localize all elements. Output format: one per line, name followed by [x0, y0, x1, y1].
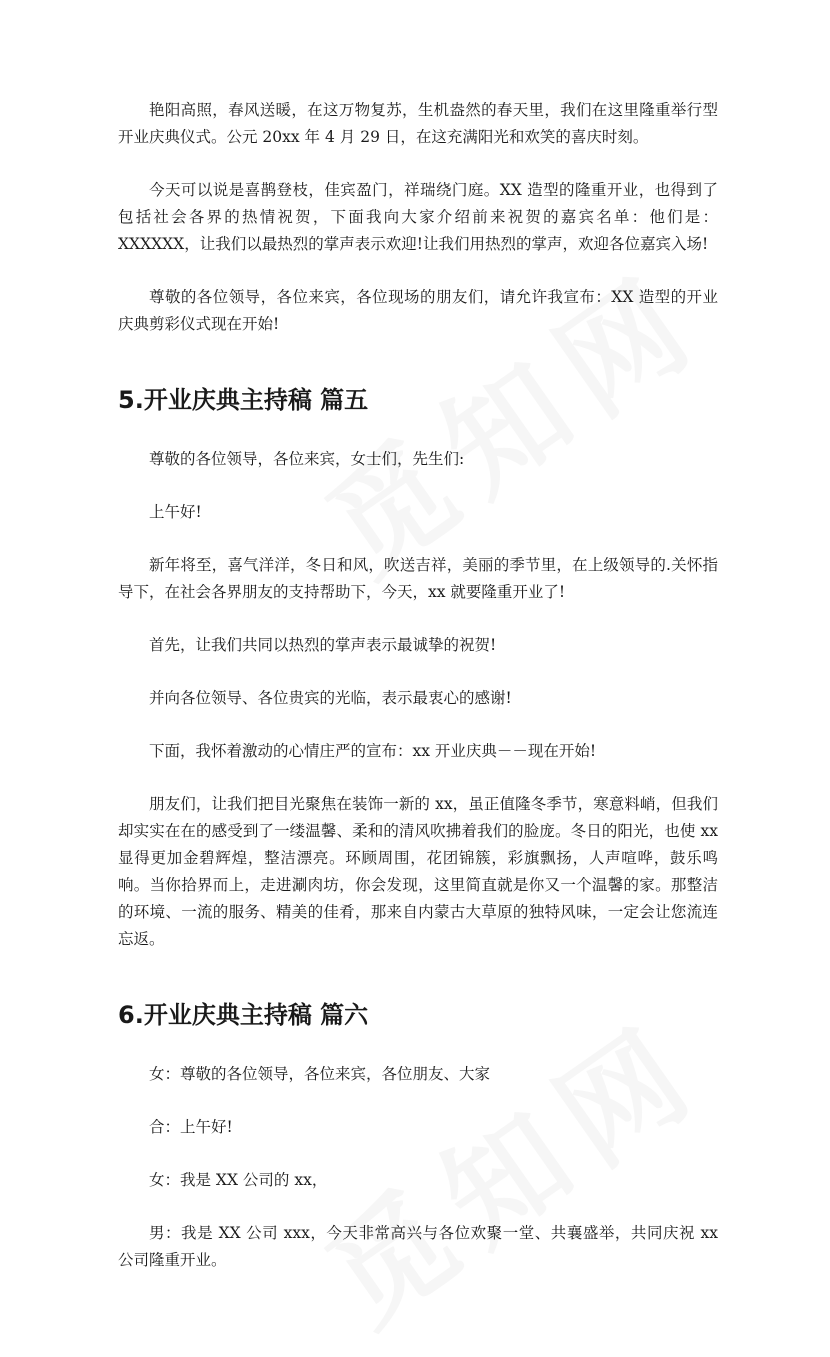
paragraph: 首先，让我们共同以热烈的掌声表示最诚挚的祝贺!: [149, 636, 497, 654]
paragraph: 新年将至，喜气洋洋，冬日和风，吹送吉祥，美丽的季节里，在上级领导的.关怀指导下，在社会各界朋友的支持帮助下，今天，xx 就要隆重开业了!: [118, 556, 718, 601]
paragraph: 尊敬的各位领导，各位来宾，各位现场的朋友们，请允许我宣布：XX 造型的开业庆典剪彩仪式现在开始!: [118, 288, 718, 333]
paragraph: 下面，我怀着激动的心情庄严的宣布：xx 开业庆典－－现在开始!: [149, 742, 597, 760]
paragraph: 合：上午好!: [149, 1118, 233, 1136]
paragraph: 朋友们，让我们把目光聚焦在装饰一新的 xx，虽正值隆冬季节，寒意料峭，但我们却实实在在的感受到了一缕温馨、柔和的清风吹拂着我们的脸庞。冬日的阳光，也使 xx 显得更加金碧辉煌，整洁漂亮。环顾周围，花团锦簇，彩旗飘扬，人声喧哗，鼓乐鸣响。当你拾界而上，走进涮肉坊，你会发现，这里简直就是你又一个温馨的家。那整洁的环境、一流的服务、精美的佳肴，那来自内蒙古大草原的独特风味，一定会让您流连忘返。: [118, 795, 718, 948]
paragraph: 今天可以说是喜鹊登枝，佳宾盈门，祥瑞绕门庭。XX 造型的隆重开业，也得到了包括社会各界的热情祝贺，下面我向大家介绍前来祝贺的嘉宾名单：他们是：XXXXXX，让我们以最热烈的掌声表示欢迎!让我们用热烈的掌声，欢迎各位嘉宾入场!: [118, 181, 718, 253]
paragraph: 并向各位领导、各位贵宾的光临，表示最衷心的感谢!: [149, 689, 512, 707]
paragraph: 艳阳高照，春风送暖，在这万物复苏，生机盎然的春天里，我们在这里隆重举行型开业庆典仪式。公元 20xx 年 4 月 29 日，在这充满阳光和欢笑的喜庆时刻。: [118, 101, 718, 146]
section-heading-6: 6.开业庆典主持稿 篇六: [118, 1001, 369, 1029]
document-body: [118, 97, 718, 1300]
paragraph: 女：尊敬的各位领导，各位来宾，各位朋友、大家: [149, 1065, 491, 1083]
section-heading-5: 5.开业庆典主持稿 篇五: [118, 386, 369, 414]
paragraph: 男：我是 XX 公司 xxx，今天非常高兴与各位欢聚一堂、共襄盛举，共同庆祝 xx 公司隆重开业。: [118, 1224, 718, 1269]
paragraph: 女：我是 XX 公司的 xx，: [149, 1171, 328, 1189]
paragraph: 尊敬的各位领导，各位来宾，女士们，先生们:: [149, 450, 465, 468]
paragraph: 上午好!: [149, 503, 202, 521]
